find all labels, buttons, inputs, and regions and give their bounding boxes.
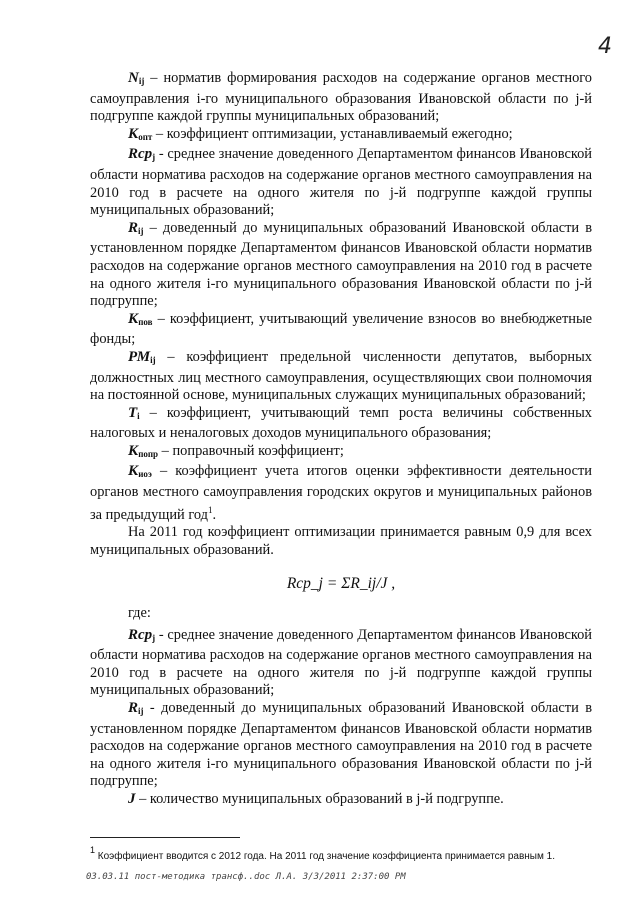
symbol: К	[128, 442, 139, 459]
definition-text: – коэффициент, учитывающий темп роста величины собственных налоговых и неналоговых доходов муниципального образования;	[90, 404, 592, 442]
definition-text: – доведенный до муниципальных образований Ивановской области в установленном порядке Департаментом финансов Ивановской области норматив расходов на содержание органов местного самоуправления на 2010 год в расчете на одного жителя i-го муниципального образования Ивановской области по j-й подгруппе;	[90, 219, 592, 310]
where-label: где:	[128, 605, 151, 622]
symbol-subscript: ij	[138, 706, 144, 716]
definition-item	[90, 443, 592, 464]
definition-item	[90, 627, 592, 700]
definitions-list-1	[90, 70, 592, 524]
file-footer: 03.03.11 пост-методика трансф..doc Л.А. 3/3/2011 2:37:00 PM	[86, 872, 406, 882]
definition-item	[90, 146, 592, 219]
definition-item	[90, 349, 592, 405]
definition-text: – норматив формирования расходов на содержание органов местного самоуправления i-го муниципального образования Ивановской области по j-й подгруппе каждой группы муниципальных образований;	[90, 70, 592, 125]
symbol-subscript: j	[152, 152, 156, 163]
footnote-reference: 1	[208, 504, 213, 515]
footnote	[90, 845, 600, 862]
definition-item	[90, 791, 592, 809]
symbol-subscript: пов	[138, 316, 153, 327]
definition-text: - среднее значение доведенного Департаментом финансов Ивановской области норматива расходов на содержание органов местного самоуправления на 2010 год в расчете на одного жителя по j-й подгруппе каждой группы муниципальных образований;	[90, 146, 592, 219]
footnote-divider	[90, 837, 240, 838]
symbol: J	[128, 790, 136, 807]
symbol-subscript: опт	[138, 131, 153, 142]
definition-item	[90, 311, 592, 349]
symbol-subscript: j	[152, 632, 156, 643]
symbol: N	[128, 70, 139, 86]
symbol: R	[128, 219, 139, 236]
footnote-text: Коэффициент вводится с 2012 года. На 2011 год значение коэффициента принимается равным 1.	[97, 851, 555, 862]
footnote-number: 1	[90, 845, 96, 855]
definition-text: – коэффициент учета итогов оценки эффективности деятельности органов местного самоуправления городских округов и муниципальных районов за предыдущий год	[90, 463, 592, 523]
symbol-subscript: попр	[138, 448, 159, 459]
definition-item: $К_{иоэ}$ – коэффициент учета итогов оценки эффективности деятельности органов местного самоуправления городских округов и муниципальных районов за предыдущий год$^1$.	[90, 463, 592, 523]
definition-text: – коэффициент предельной численности депутатов, выборных должностных лиц местного самоуправления, осуществляющих свои полномочия на постоянной основе, муниципальных служащих муниципальных образований;	[90, 348, 592, 404]
symbol: Rср	[128, 146, 153, 163]
formula-rcp: Rср_j = ΣR_ij/J ,	[286, 575, 396, 593]
definition-item	[90, 220, 592, 311]
definition-item	[90, 700, 592, 791]
symbol-subscript: ij	[138, 225, 144, 236]
symbol-subscript: иоэ	[138, 469, 152, 480]
symbol: К	[128, 463, 139, 480]
symbol-subscript: ij	[150, 354, 156, 365]
definition-text: – коэффициент оптимизации, устанавливаемый ежегодно;	[152, 125, 513, 142]
symbol: R	[128, 700, 139, 716]
symbol: К	[128, 310, 139, 327]
definition-text: - среднее значение доведенного Департаментом финансов Ивановской области норматива расходов на содержание органов местного самоуправления на 2010 год в расчете на одного жителя по j-й подгруппе каждой группы муниципальных образований;	[90, 626, 592, 699]
definition-text: – количество муниципальных образований в j-й подгруппе.	[135, 790, 504, 807]
definitions-list-2	[90, 627, 592, 809]
symbol: Rср	[128, 626, 153, 643]
definition-text: – коэффициент, учитывающий увеличение взносов во внебюджетные фонды;	[90, 310, 592, 348]
symbol-subscript: ij	[138, 76, 145, 86]
definition-item	[90, 405, 592, 443]
symbol: К	[128, 125, 139, 142]
paragraph-2011: На 2011 год коэффициент оптимизации принимается равным 0,9 для всех муниципальных образований.	[90, 524, 592, 558]
page-number: 4	[598, 34, 612, 59]
definition-item	[90, 126, 592, 147]
definition-text: – поправочный коэффициент;	[158, 442, 344, 459]
definition-item	[90, 70, 592, 126]
symbol: РМ	[128, 348, 151, 365]
symbol-subscript: i	[137, 410, 140, 421]
definition-text: - доведенный до муниципальных образований Ивановской области в установленном порядке Департаментом финансов Ивановской области норматив расходов на содержание органов местного самоуправления на 2010 год в расчете на одного жителя i-го муниципального образования Ивановской области по j-й подгруппе;	[90, 700, 592, 790]
symbol: Т	[128, 404, 138, 421]
document-body	[90, 70, 592, 809]
